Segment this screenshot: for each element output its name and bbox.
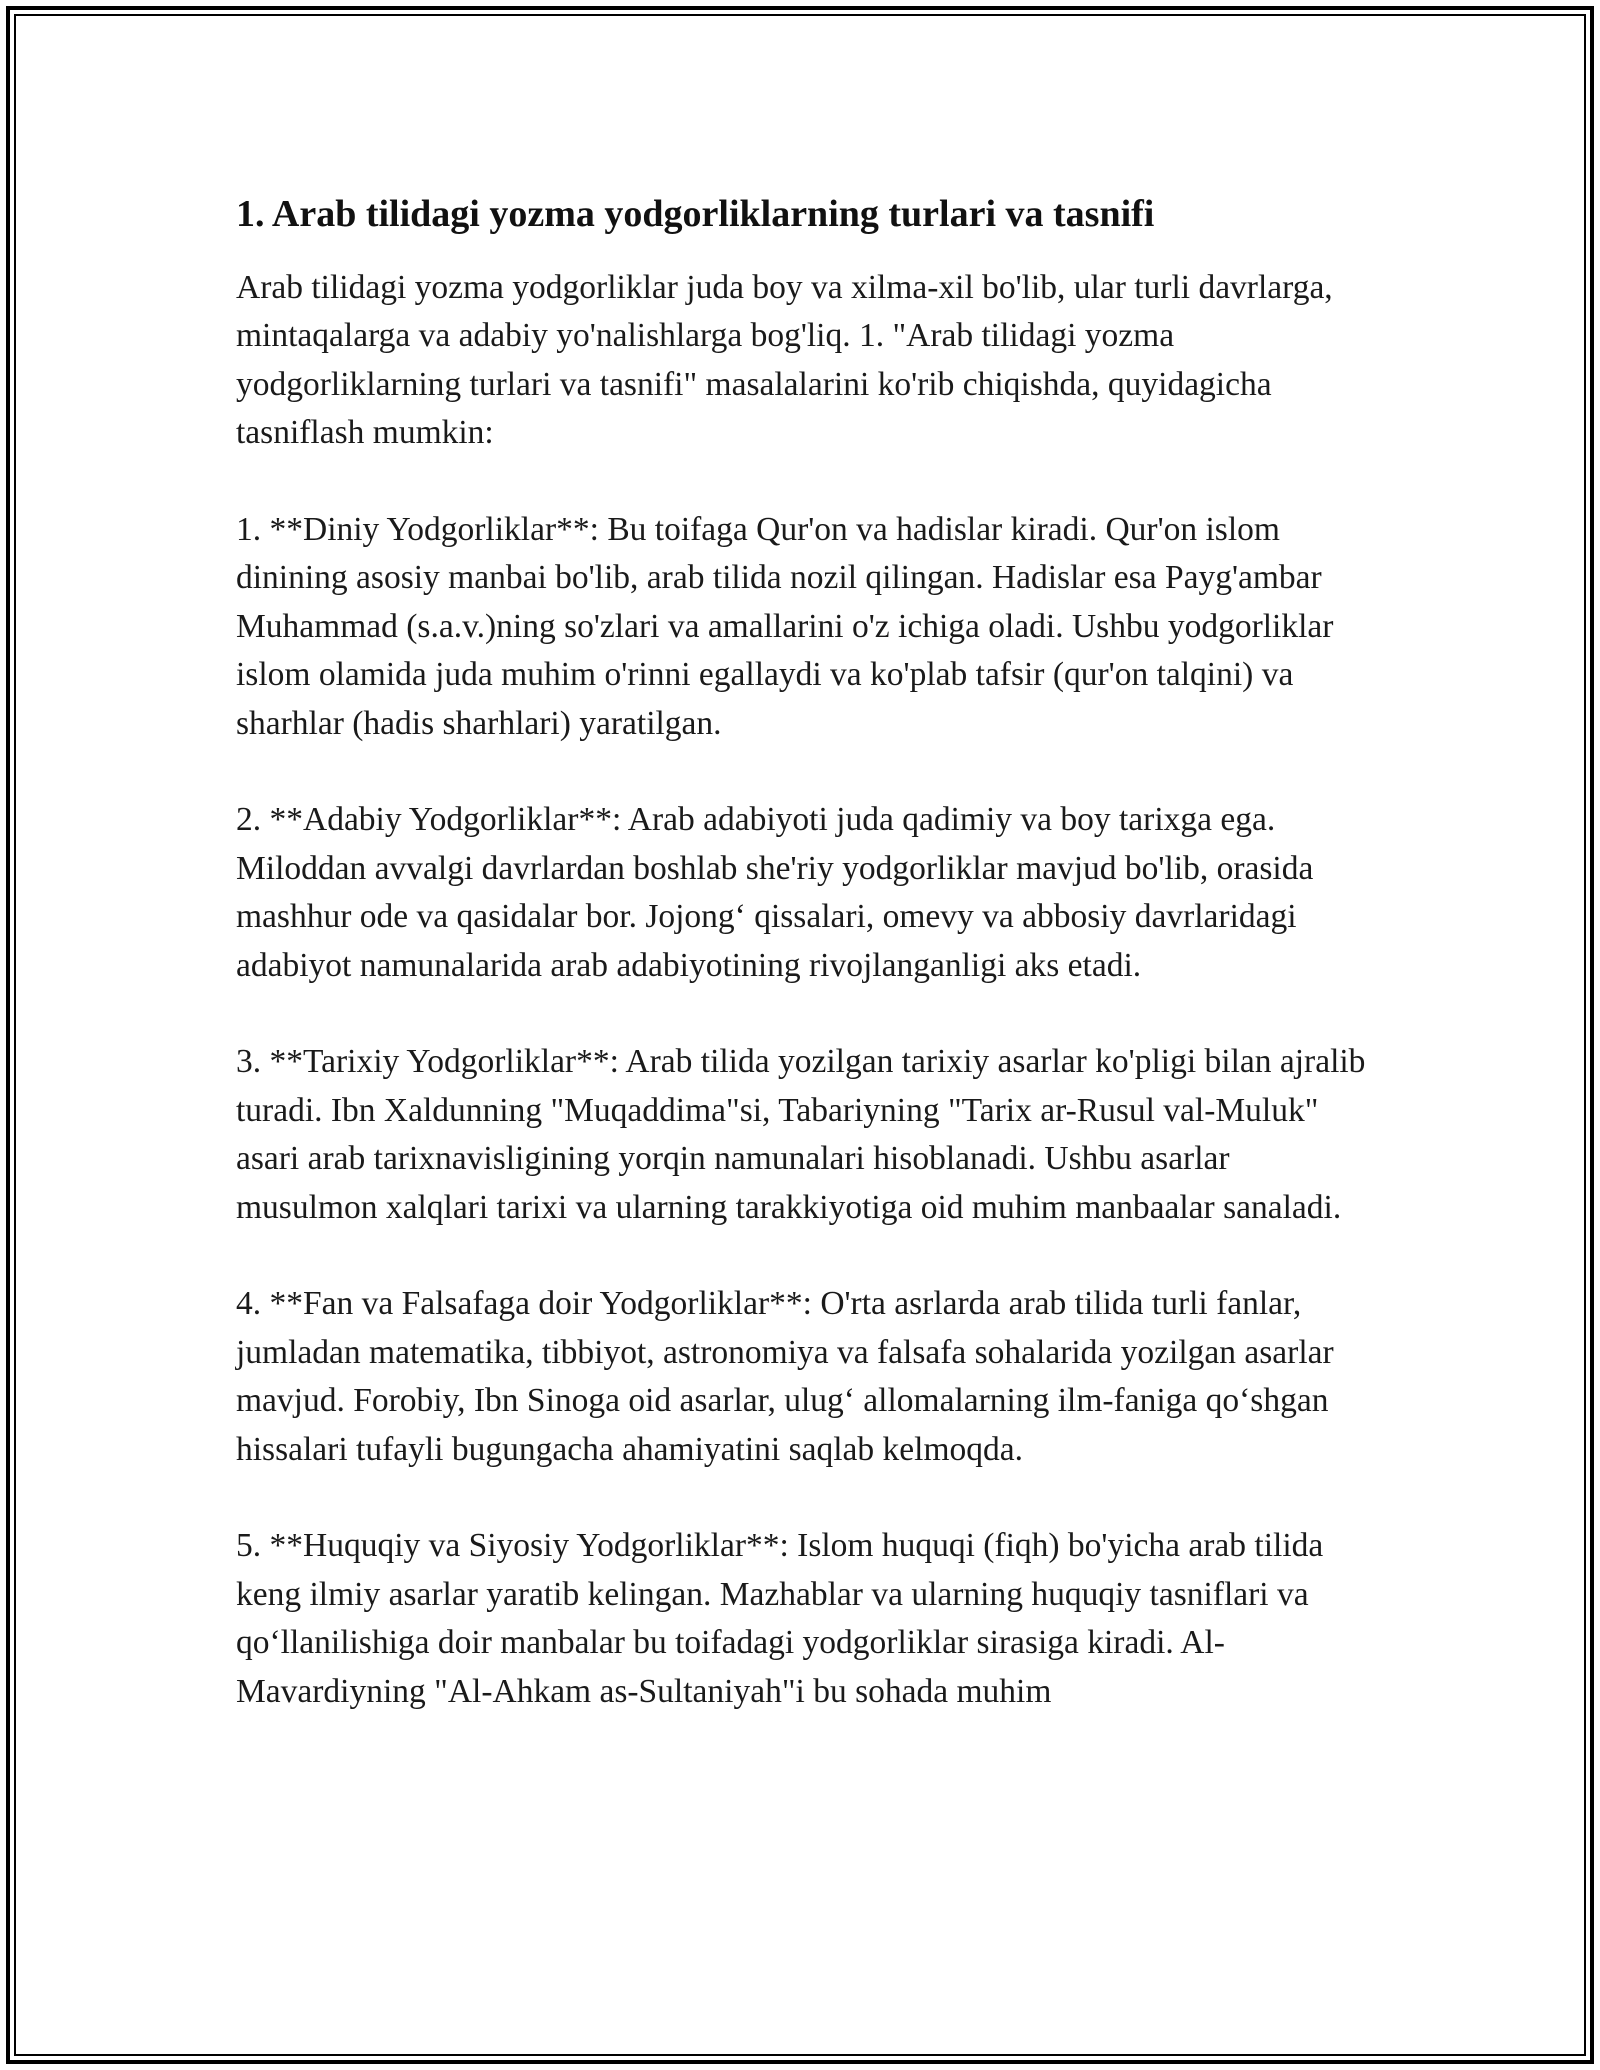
intro-paragraph: Arab tilidagi yozma yodgorliklar juda boy va xilma-xil bo'lib, ular turli davrlarga, mintaqalarga va adabiy yo'nalishlarga bog'liq. 1. "Arab tilidagi yozma yodgorliklarning turlari va tasnifi" masalalarini ko'rib chiqishda, quyidagicha tasniflash mumkin: <box>236 269 1333 452</box>
document-body <box>236 190 1366 1765</box>
paragraph-legal-political: 5. **Huquqiy va Siyosiy Yodgorliklar**: Islom huquqi (fiqh) bo'yicha arab tilida keng ilmiy asarlar yaratib kelingan. Mazhablar va ularning huquqiy tasniflari va qoʻllanilishiga doir manbalar bu toifadagi yodgorliklar sirasiga kiradi. Al-Mavardiyning "Al-Ahkam as-Sultaniyah"i bu sohada muhim <box>236 1527 1324 1710</box>
paragraph-religious: 1. **Diniy Yodgorliklar**: Bu toifaga Qur'on va hadislar kiradi. Qur'on islom dinining asosiy manbai bo'lib, arab tilida nozil qilingan. Hadislar esa Payg'ambar Muhammad (s.a.v.)ning so'zlari va amallarini o'z ichiga oladi. Ushbu yodgorliklar islom olamida juda muhim o'rinni egallaydi va ko'plab tafsir (qur'on talqini) va sharhlar (hadis sharhlari) yaratilgan. <box>236 511 1334 742</box>
paragraph-science-philosophy: 4. **Fan va Falsafaga doir Yodgorliklar**: O'rta asrlarda arab tilida turli fanlar, jumladan matematika, tibbiyot, astronomiya va falsafa sohalarida yozilgan asarlar mavjud. Forobiy, Ibn Sinoga oid asarlar, ulugʻ allomalarning ilm-faniga qoʻshgan hissalari tufayli bugungacha ahamiyatini saqlab kelmoqda. <box>236 1285 1334 1468</box>
paragraph-literary: 2. **Adabiy Yodgorliklar**: Arab adabiyoti juda qadimiy va boy tarixga ega. Miloddan avvalgi davrlardan boshlab she'riy yodgorliklar mavjud bo'lib, orasida mashhur ode va qasidalar bor. Jojongʻ qissalari, omevy va abbosiy davrlaridagi adabiyot namunalarida arab adabiyotining rivojlanganligi aks etadi. <box>236 801 1314 984</box>
paragraph-historical: 3. **Tarixiy Yodgorliklar**: Arab tilida yozilgan tarixiy asarlar ko'pligi bilan ajralib turadi. Ibn Xaldunning "Muqaddima"si, Tabariyning "Tarix ar-Rusul val-Muluk" asari arab tarixnavisligining yorqin namunalari hisoblanadi. Ushbu asarlar musulmon xalqlari tarixi va ularning tarakkiyotiga oid muhim manbaalar sanaladi. <box>236 1043 1366 1226</box>
section-heading: 1. Arab tilidagi yozma yodgorliklarning turlari va tasnifi <box>236 193 1155 235</box>
